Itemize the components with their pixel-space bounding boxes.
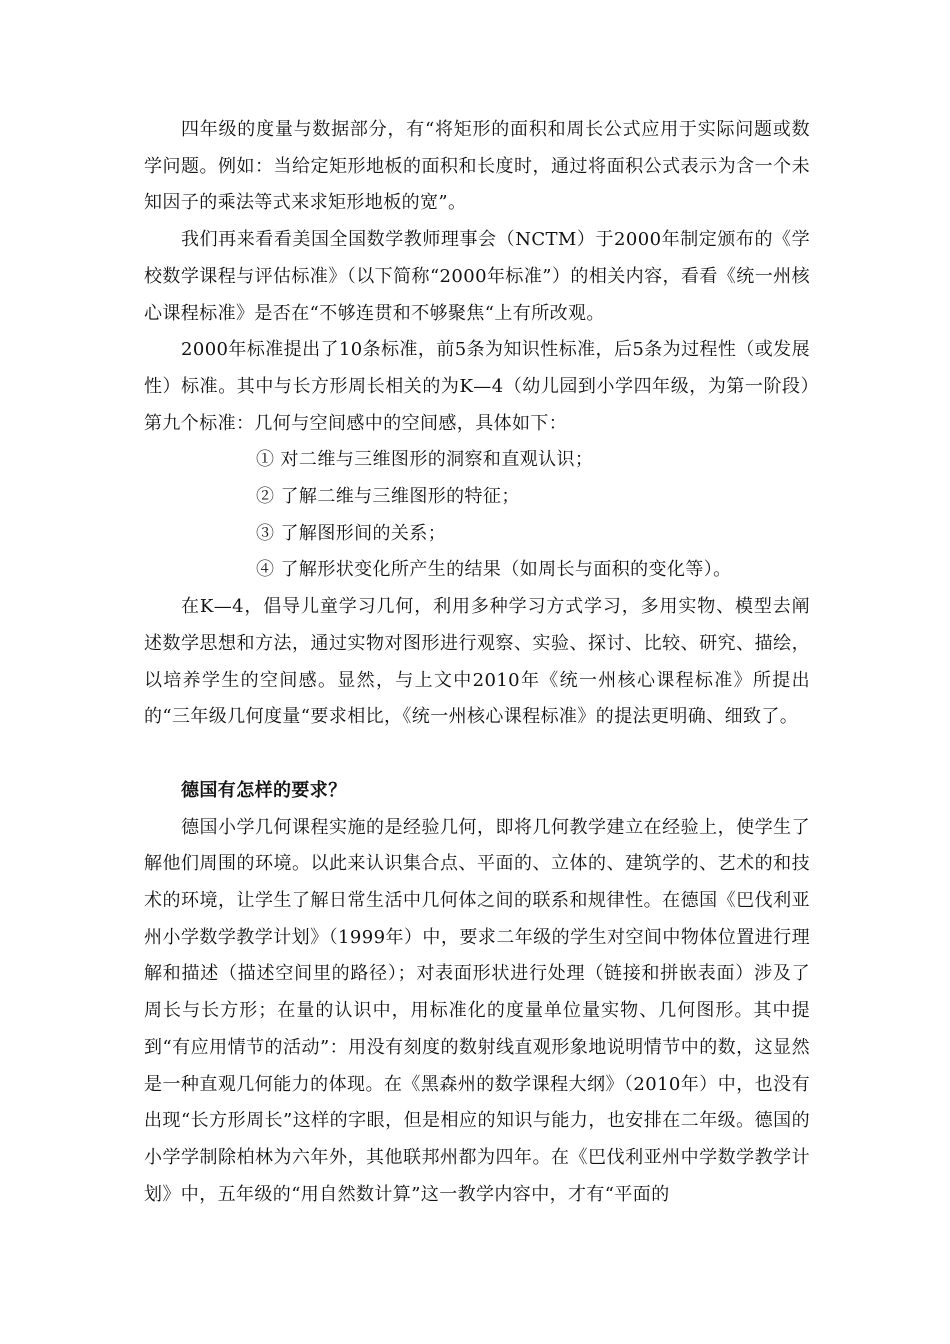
list-item-1: ① 对二维与三维图形的洞察和直观认识； [256,449,594,471]
list-item-3: ③ 了解图形间的关系； [256,522,447,544]
section-heading-germany: 德国有怎样的要求？ [181,779,347,801]
paragraph-germany-geometry: 德国小学几何课程实施的是经验几何，即将几何教学建立在经验上，使学生了解他们周围的环境。以此来认识集合点、平面的、立体的、建筑学的、艺术的和技术的环境，让学生了解日常生活中几何体之间的联系和规律性。在德国《巴伐利亚州小学数学教学计划》（1999年）中，要求二年级的学生对空间中物体位置进行理解和描述（描述空间里的路径）；对表面形状进行处理（链接和拼嵌表面）涉及了周长与长方形；在量的认识中，用标准化的度量单位量实物、几何图形。其中提到“有应用情节的活动”：用没有刻度的数射线直观形象地说明情节中的数，这显然是一种直观几何能力的体现。在《黑森州的数学课程大纲》（2010年）中，也没有出现“长方形周长”这样的字眼，但是相应的知识与能力，也安排在二年级。德国的小学学制除柏林为六年外，其他联邦州都为四年。在《巴伐利亚州中学数学教学计划》中，五年级的“用自然数计算”这一教学内容中，才有“平面的 [144,816,810,1205]
paragraph-nctm-standards: 我们再来看看美国全国数学教师理事会（NCTM）于2000年制定颁布的《学校数学课程与评估标准》（以下简称“2000年标准”）的相关内容，看看《统一州核心课程标准》是否在“不够连贯和不够聚焦“上有所改观。 [144,229,810,324]
paragraph-2000-standards: 2000年标准提出了10条标准，前5条为知识性标准，后5条为过程性（或发展性）标准。其中与长方形周长相关的为K—4（幼儿园到小学四年级，为第一阶段）第九个标准：几何与空间感中的空间感，具体如下： [144,339,810,434]
list-item-4: ④ 了解形状变化所产生的结果（如周长与面积的变化等）。 [256,559,732,581]
paragraph-k4-geometry: 在K—4，倡导儿童学习几何，利用多种学习方式学习，多用实物、模型去阐述数学思想和方法，通过实物对图形进行观察、实验、探讨、比较、研究、描绘，以培养学生的空间感。显然，与上文中2010年《统一州核心课程标准》所提出的“三年级几何度量“要求相比，《统一州核心课程标准》的提法更明确、细致了。 [144,596,810,728]
paragraph-grade4-measurement: 四年级的度量与数据部分，有“将矩形的面积和周长公式应用于实际问题或数学问题。例如：当给定矩形地板的面积和长度时，通过将面积公式表示为含一个未知因子的乘法等式来求矩形地板的宽”。 [144,119,810,214]
section-spacer [144,736,810,773]
list-item-2: ② 了解二维与三维图形的特征； [256,486,520,508]
document-body [144,112,810,1213]
